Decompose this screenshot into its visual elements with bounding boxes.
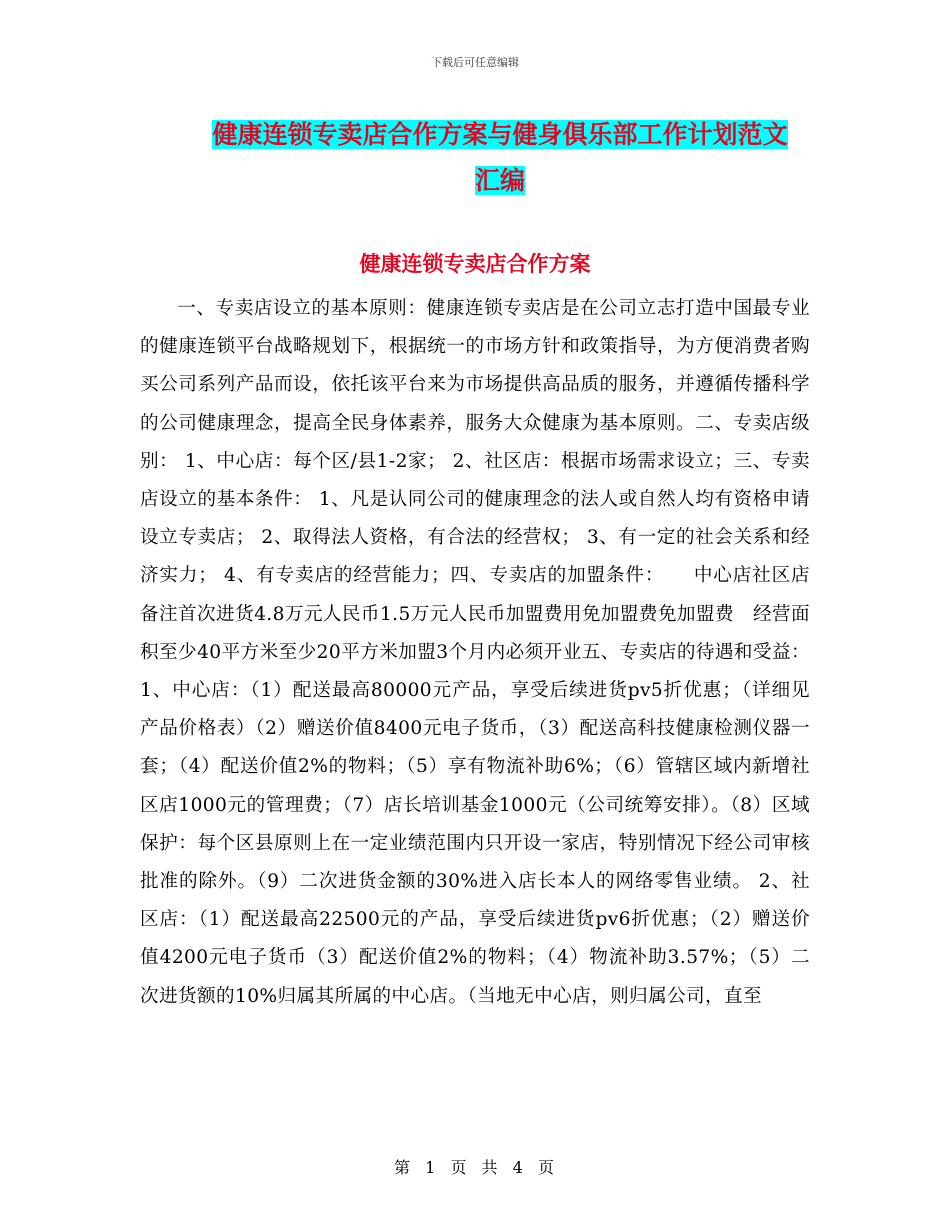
body-paragraph: 一、专卖店设立的基本原则：健康连锁专卖店是在公司立志打造中国最专业的健康连锁平台战略规划下，根据统一的市场方针和政策指导，为方便消费者购买公司系列产品而设，依托该平台来为市场提供高品质的服务，并遵循传播科学的公司健康理念，提高全民身体素养，服务大众健康为基本原则。二、专卖店级别： 1、中心店：每个区/县1-2家； 2、社区店：根据市场需求设立；三、专卖店设立的基本条件： 1、凡是认同公司的健康理念的法人或自然人均有资格申请设立专卖店； 2、取得法人资格，有合法的经营权； 3、有一定的社会关系和经济实力； 4、有专卖店的经营能力；四、专卖店的加盟条件： 中心店社区店备注首次进货4.8万元人民币1.5万元人民币加盟费用免加盟费免加盟费 经营面积至少40平方米至少20平方米加盟3个月内必须开业五、专卖店的待遇和受益： 1、中心店：（1）配送最高80000元产品，享受后续进货pv5折优惠；（详细见产品价格表）（2）赠送价值8400元电子货币，（3）配送高科技健康检测仪器一套；（4）配送价值2%的物料；（5）享有物流补助6%；（6）管辖区域内新增社区店1000元的管理费；（7）店长培训基金1000元（公司统筹安排）。（8）区域保护：每个区县原则上在一定业绩范围内只开设一家店，特别情况下经公司审核批准的除外。（9）二次进货金额的30%进入店长本人的网络零售业绩。 2、社区店：（1）配送最高22500元的产品，享受后续进货pv6折优惠；（2）赠送价值4200元电子货币（3）配送价值2%的物料；（4）物流补助3.57%；（5）二次进货额的10%归属其所属的中心店。（当地无中心店，则归属公司，直至: [140, 298, 810, 1007]
footer-label-page-unit: 页: [450, 1158, 469, 1177]
page-header-note: 下载后可任意编辑: [431, 56, 519, 69]
document-title-line2: 汇编: [474, 166, 525, 195]
footer-current-page: 1: [425, 1158, 438, 1177]
section-title: 健康连锁专卖店合作方案: [359, 252, 591, 276]
document-title: [150, 112, 850, 204]
footer-total-pages: 4: [512, 1158, 525, 1177]
footer-label-total-unit: 页: [537, 1158, 556, 1177]
page-footer: [0, 1155, 950, 1178]
document-title-line1: 健康连锁专卖店合作方案与健身俱乐部工作计划范文: [212, 120, 788, 149]
footer-label-total: 共: [481, 1158, 500, 1177]
footer-label-page: 第: [394, 1158, 413, 1177]
